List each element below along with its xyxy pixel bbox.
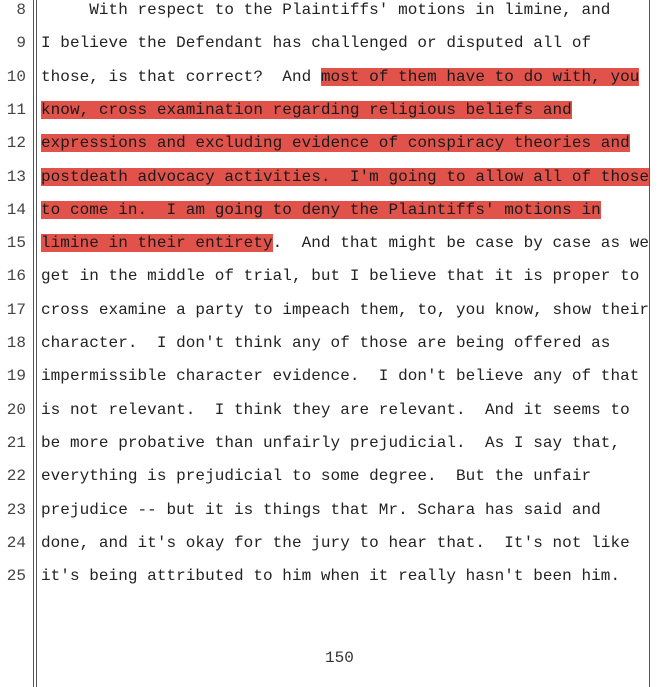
transcript-line <box>0 466 661 499</box>
line-number: 15 <box>6 234 26 253</box>
line-number: 11 <box>6 100 26 119</box>
line-text <box>41 168 649 186</box>
line-text <box>41 367 639 385</box>
line-number: 18 <box>6 334 26 352</box>
line-number: 24 <box>6 533 26 552</box>
line-number: 8 <box>16 1 26 19</box>
transcript-line <box>0 67 661 100</box>
transcript-line <box>0 533 661 566</box>
line-text <box>41 401 630 419</box>
line-text <box>41 34 591 52</box>
line-text-plain: be more probative than unfairly prejudicial. As I say that, <box>41 433 621 452</box>
transcript-line <box>0 200 661 233</box>
transcript-line <box>0 400 661 433</box>
line-text-plain: With respect to the Plaintiffs' motions in limine, and <box>41 1 611 19</box>
line-number: 23 <box>6 500 26 519</box>
transcript-line <box>0 433 661 466</box>
line-text <box>41 101 572 119</box>
highlighted-text: limine in their entirety <box>41 234 273 253</box>
line-text-plain: prejudice -- but it is things that Mr. Schara has said and <box>41 500 601 519</box>
line-number: 20 <box>6 400 26 419</box>
transcript-line <box>0 0 661 33</box>
line-number: 22 <box>6 467 26 486</box>
line-text-plain: impermissible character evidence. I don't believe any of that <box>41 367 640 386</box>
line-text-plain: done, and it's okay for the jury to hear that. It's not like <box>41 533 630 552</box>
line-number: 21 <box>6 433 26 452</box>
transcript-line <box>0 167 661 200</box>
line-number: 17 <box>6 300 26 319</box>
line-number: 12 <box>6 134 26 153</box>
highlighted-text: most of them have to do with, you <box>320 67 640 86</box>
line-number: 14 <box>6 200 26 219</box>
line-text-plain: I believe the Defendant has challenged or disputed all of <box>41 34 592 53</box>
line-number: 16 <box>6 267 26 286</box>
line-text-plain: character. I don't think any of those are being offered as <box>41 334 611 352</box>
line-text <box>41 68 639 86</box>
transcript-line <box>0 233 661 266</box>
line-number: 19 <box>6 367 26 386</box>
line-text-plain: cross examine a party to impeach them, to, you know, show their <box>41 300 650 319</box>
transcript-line <box>0 300 661 333</box>
line-text-plain: get in the middle of trial, but I believe that it is proper to <box>41 267 640 286</box>
line-text <box>41 501 601 519</box>
line-text-plain: it's being attributed to him when it really hasn't been him. <box>41 567 621 586</box>
line-text <box>41 301 649 319</box>
line-text <box>41 201 601 219</box>
transcript-line <box>0 333 661 366</box>
line-text <box>41 134 630 152</box>
transcript-line <box>0 266 661 299</box>
line-text <box>41 567 620 585</box>
line-number: 9 <box>16 34 26 53</box>
highlighted-text: to come in. I am going to deny the Plaintiffs' motions in <box>41 200 601 219</box>
transcript-line <box>0 100 661 133</box>
line-number: 13 <box>6 167 26 186</box>
line-number: 10 <box>6 67 26 86</box>
line-text <box>41 434 620 452</box>
highlighted-text: know, cross examination regarding religious beliefs and <box>41 100 572 119</box>
line-text-plain: is not relevant. I think they are relevant. And it seems to <box>41 400 630 419</box>
transcript-line <box>0 133 661 166</box>
line-text <box>41 534 630 552</box>
line-text <box>41 334 610 352</box>
transcript-line <box>0 500 661 533</box>
line-text-plain: everything is prejudicial to some degree. But the unfair <box>41 467 592 486</box>
line-text <box>41 1 610 19</box>
highlighted-text: postdeath advocacy activities. I'm going to allow all of those <box>41 167 650 186</box>
highlighted-text: expressions and excluding evidence of conspiracy theories and <box>41 134 630 153</box>
transcript-line <box>0 566 661 599</box>
page-number: 150 <box>325 649 354 667</box>
line-text <box>41 234 649 252</box>
transcript-line <box>0 33 661 66</box>
line-text-plain: those, is that correct? And <box>41 67 321 86</box>
line-number: 25 <box>6 567 26 586</box>
line-text-plain-after: . And that might be case by case as we <box>272 234 650 253</box>
line-text <box>41 267 639 285</box>
line-text <box>41 467 591 485</box>
transcript-line <box>0 366 661 399</box>
